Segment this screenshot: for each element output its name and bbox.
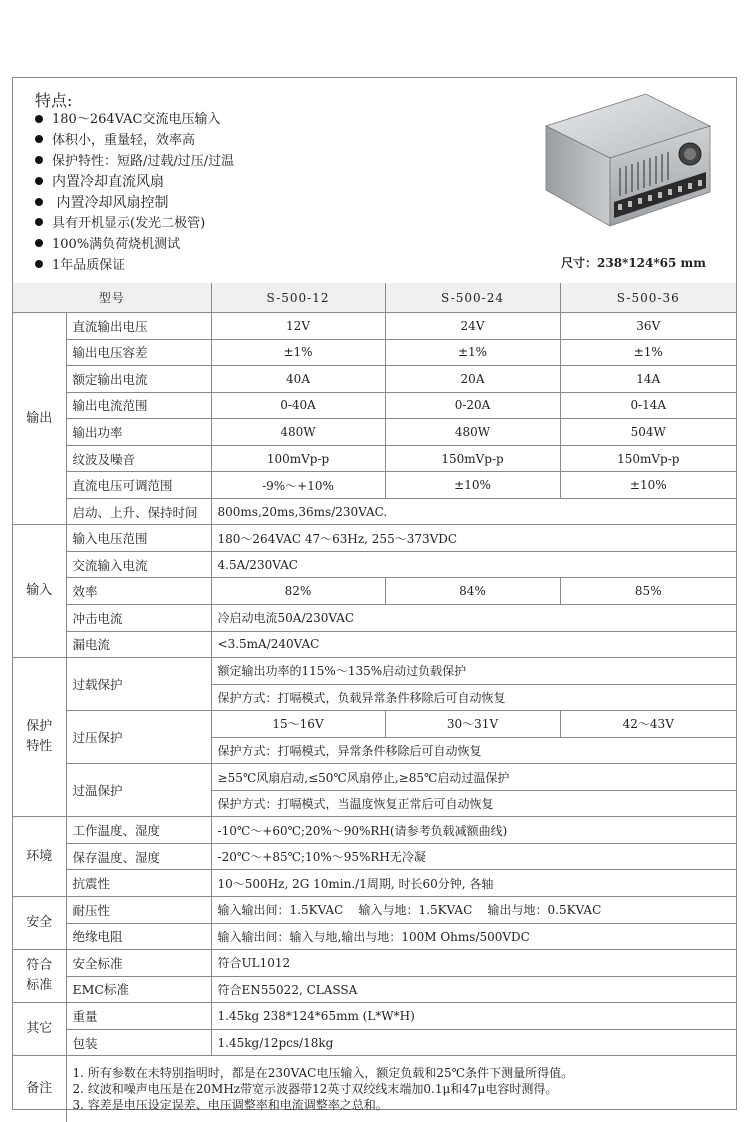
table-row xyxy=(13,605,736,632)
model-col: S-500-24 xyxy=(385,283,560,313)
cell-value: ±1% xyxy=(560,339,736,366)
cell-value: 20A xyxy=(385,366,560,393)
cell-value: 输入输出间：输入与地,输出与地：100M Ohms/500VDC xyxy=(211,923,736,950)
cell-value: ±1% xyxy=(211,339,385,366)
model-header: 型号 xyxy=(13,283,211,313)
row-label: 包装 xyxy=(66,1029,211,1056)
table-row xyxy=(13,631,736,658)
cell-value: 36V xyxy=(560,313,736,340)
group-standards: 符合标准 xyxy=(13,950,66,1003)
cell-value: 150mVp-p xyxy=(385,445,560,472)
cell-value: 180～264VAC 47～63Hz, 255～373VDC xyxy=(211,525,736,552)
cell-value: 84% xyxy=(385,578,560,605)
bullet-icon xyxy=(35,218,43,226)
cell-value: ±1% xyxy=(385,339,560,366)
cell-value: 保护方式：打嗝模式，负载异常条件移除后可自动恢复 xyxy=(211,684,736,711)
note-line: 3. 容差是电压设定误差、电压调整率和电流调整率之总和。 xyxy=(72,1098,388,1113)
group-output: 输出 xyxy=(13,313,66,525)
group-environment: 环境 xyxy=(13,817,66,897)
cell-value: <3.5mA/240VAC xyxy=(211,631,736,658)
row-label: 输出电压容差 xyxy=(66,339,211,366)
cell-value: 1.45kg/12pcs/18kg xyxy=(211,1029,736,1056)
table-row xyxy=(13,976,736,1003)
bullet-icon xyxy=(35,198,43,206)
cell-value: ±10% xyxy=(560,472,736,499)
cell-value: 0-20A xyxy=(385,392,560,419)
feature-item: 1年品质保证 xyxy=(35,256,234,277)
table-row xyxy=(13,843,736,870)
row-label: 效率 xyxy=(66,578,211,605)
table-row xyxy=(13,498,736,525)
table-row xyxy=(13,950,736,977)
model-col: S-500-36 xyxy=(560,283,736,313)
cell-value: 85% xyxy=(560,578,736,605)
row-label: 纹波及噪音 xyxy=(66,445,211,472)
row-label: 启动、上升、保持时间 xyxy=(66,498,211,525)
row-label: 重量 xyxy=(66,1003,211,1030)
cell-value: 10～500Hz, 2G 10min./1周期, 时长60分钟, 各轴 xyxy=(211,870,736,897)
cell-value: 30～31V xyxy=(385,711,560,738)
bullet-icon xyxy=(35,239,43,247)
row-label: 交流输入电流 xyxy=(66,551,211,578)
cell-value: 冷启动电流50A/230VAC xyxy=(211,605,736,632)
cell-value: 12V xyxy=(211,313,385,340)
row-label: 耐压性 xyxy=(66,897,211,924)
cell-value: -9%～+10% xyxy=(211,472,385,499)
cell-value: 82% xyxy=(211,578,385,605)
group-safety: 安全 xyxy=(13,897,66,950)
cell-value: 480W xyxy=(211,419,385,446)
group-protection: 保护特性 xyxy=(13,658,66,817)
note-line: 1. 所有参数在未特别指明时，都是在230VAC电压输入，额定负载和25℃条件下测量所得值。 xyxy=(72,1066,574,1081)
table-row xyxy=(13,419,736,446)
cell-value: 符合UL1012 xyxy=(211,950,736,977)
cell-value: 0-14A xyxy=(560,392,736,419)
features-title: 特点: xyxy=(35,91,73,110)
cell-value: 800ms,20ms,36ms/230VAC. xyxy=(211,498,736,525)
feature-item: 100%满负荷烧机测试 xyxy=(35,235,234,256)
row-label: 抗震性 xyxy=(66,870,211,897)
table-row xyxy=(13,472,736,499)
table-row xyxy=(13,366,736,393)
table-row xyxy=(13,1029,736,1056)
row-label: 保存温度、湿度 xyxy=(66,843,211,870)
table-row xyxy=(13,658,736,685)
feature-item: 保护特性：短路/过载/过压/过温 xyxy=(35,152,234,173)
feature-item: 体积小，重量轻，效率高 xyxy=(35,131,234,152)
cell-value: 480W xyxy=(385,419,560,446)
cell-value: ±10% xyxy=(385,472,560,499)
bullet-icon xyxy=(35,156,43,164)
row-label: 额定输出电流 xyxy=(66,366,211,393)
notes-label: 备注 xyxy=(13,1056,66,1122)
size-label: 尺寸：238*124*65 mm xyxy=(561,256,706,270)
bullet-icon xyxy=(35,177,43,185)
features-list xyxy=(35,110,234,276)
cell-value: 0-40A xyxy=(211,392,385,419)
cell-value: 4.5A/230VAC xyxy=(211,551,736,578)
row-label: 绝缘电阻 xyxy=(66,923,211,950)
spec-sheet xyxy=(12,77,737,1113)
cell-value: 输入输出间：1.5KVAC 输入与地：1.5KVAC 输出与地：0.5KVAC xyxy=(211,897,736,924)
table-row xyxy=(13,525,736,552)
feature-item: 内置冷却风扇控制 xyxy=(35,193,234,214)
cell-value: 额定输出功率的115%～135%启动过负载保护 xyxy=(211,658,736,685)
row-label: 输入电压范围 xyxy=(66,525,211,552)
group-input: 输入 xyxy=(13,525,66,658)
row-label: 直流电压可调范围 xyxy=(66,472,211,499)
cell-value: 100mVp-p xyxy=(211,445,385,472)
cell-value: ≥55℃风扇启动,≤50℃风扇停止,≥85℃启动过温保护 xyxy=(211,764,736,791)
cell-value: -10℃～+60℃;20%～90%RH(请参考负载减额曲线) xyxy=(211,817,736,844)
row-label: 输出电流范围 xyxy=(66,392,211,419)
bullet-icon xyxy=(35,115,43,123)
spec-table xyxy=(13,283,736,1122)
cell-value: 14A xyxy=(560,366,736,393)
cell-value: 保护方式：打嗝模式，当温度恢复正常后可自动恢复 xyxy=(211,790,736,817)
features-panel xyxy=(13,78,736,284)
row-label: 过载保护 xyxy=(66,658,211,711)
power-supply-image xyxy=(538,86,718,246)
cell-value: 24V xyxy=(385,313,560,340)
row-label: 过压保护 xyxy=(66,711,211,764)
row-label: 冲击电流 xyxy=(66,605,211,632)
table-row xyxy=(13,392,736,419)
bullet-icon xyxy=(35,260,43,268)
table-row xyxy=(13,313,736,340)
cell-value: 150mVp-p xyxy=(560,445,736,472)
cell-value: -20℃～+85℃;10%～95%RH无冷凝 xyxy=(211,843,736,870)
table-row xyxy=(13,578,736,605)
bullet-icon xyxy=(35,135,43,143)
row-label: 直流输出电压 xyxy=(66,313,211,340)
row-label: EMC标准 xyxy=(66,976,211,1003)
feature-item: 180～264VAC交流电压输入 xyxy=(35,110,234,131)
cell-value: 40A xyxy=(211,366,385,393)
model-col: S-500-12 xyxy=(211,283,385,313)
table-row xyxy=(13,445,736,472)
row-label: 过温保护 xyxy=(66,764,211,817)
cell-value: 保护方式：打嗝模式，异常条件移除后可自动恢复 xyxy=(211,737,736,764)
row-label: 安全标准 xyxy=(66,950,211,977)
cell-value: 符合EN55022, CLASSA xyxy=(211,976,736,1003)
feature-item: 具有开机显示(发光二极管) xyxy=(35,214,234,235)
group-other: 其它 xyxy=(13,1003,66,1056)
cell-value: 504W xyxy=(560,419,736,446)
feature-item: 内置冷却直流风扇 xyxy=(35,172,234,193)
table-row xyxy=(13,897,736,924)
table-row xyxy=(13,1003,736,1030)
cell-value: 15～16V xyxy=(211,711,385,738)
note-line: 2. 纹波和噪声电压是在20MHz带宽示波器带12英寸双绞线末端加0.1μ和47μ电容时测得。 xyxy=(72,1082,558,1097)
cell-value: 1.45kg 238*124*65mm (L*W*H) xyxy=(211,1003,736,1030)
header-row xyxy=(13,283,736,313)
table-row xyxy=(13,923,736,950)
table-row xyxy=(13,817,736,844)
notes-body xyxy=(66,1056,736,1122)
row-label: 漏电流 xyxy=(66,631,211,658)
table-row xyxy=(13,551,736,578)
notes-row xyxy=(13,1056,736,1122)
table-row xyxy=(13,764,736,791)
table-row xyxy=(13,711,736,738)
cell-value: 42～43V xyxy=(560,711,736,738)
row-label: 输出功率 xyxy=(66,419,211,446)
table-row xyxy=(13,339,736,366)
table-row xyxy=(13,870,736,897)
row-label: 工作温度、湿度 xyxy=(66,817,211,844)
